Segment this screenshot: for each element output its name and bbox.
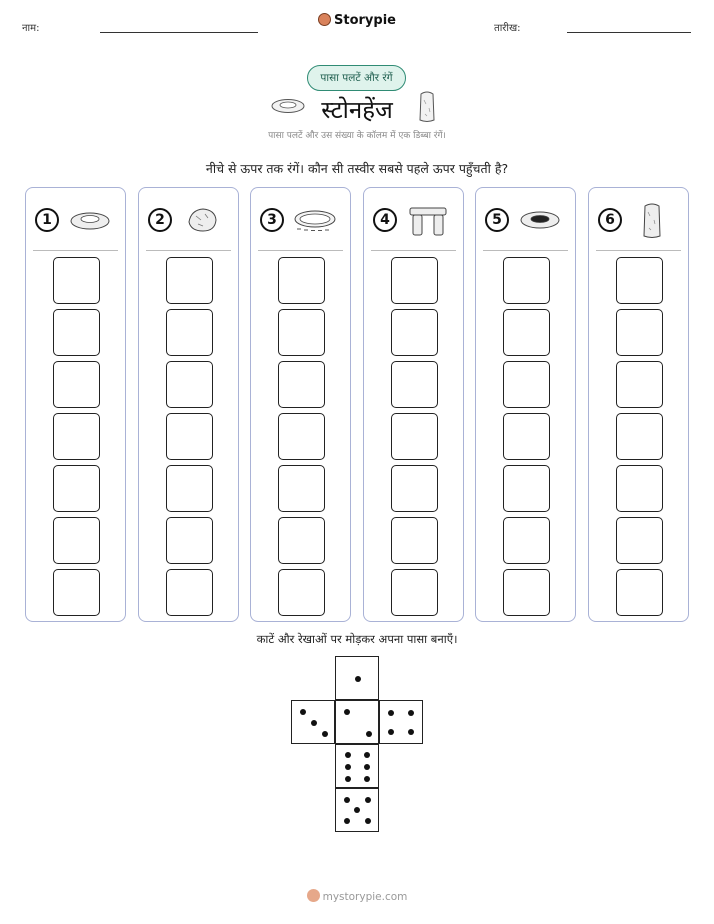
activity-badge: पासा पलटें और रंगें [307,65,406,91]
color-box[interactable] [391,465,438,512]
column-2 [138,187,239,622]
color-box[interactable] [278,413,325,460]
name-line[interactable] [100,32,258,33]
color-box[interactable] [503,569,550,616]
color-box[interactable] [503,257,550,304]
color-box[interactable] [391,517,438,564]
column-1 [25,187,126,622]
owl-icon [307,889,320,902]
dice-instruction: काटें और रेखाओं पर मोड़कर अपना पासा बनाएँ। [256,632,458,646]
pip [344,818,350,824]
color-box[interactable] [53,309,100,356]
color-box[interactable] [616,569,663,616]
pip [322,731,328,737]
page-subtitle: पासा पलटें और उस संख्या के कॉलम में एक डिब्बा रंगें। [268,131,446,141]
stone-circle-icon [293,202,337,238]
color-box[interactable] [166,569,213,616]
standing-stone-icon [631,202,675,238]
pip [366,731,372,737]
color-box[interactable] [616,413,663,460]
color-box[interactable] [616,309,663,356]
pip [355,676,361,682]
color-box[interactable] [53,517,100,564]
pip [364,764,370,770]
color-box[interactable] [503,413,550,460]
pip [354,807,360,813]
column-number: 5 [485,208,509,232]
color-box[interactable] [616,465,663,512]
column-divider [33,250,118,251]
page-title: स्टोनहेंज [321,96,393,124]
column-divider [596,250,681,251]
color-box[interactable] [503,465,550,512]
brand-logo [0,13,714,28]
column-3 [250,187,351,622]
color-box[interactable] [53,413,100,460]
owl-icon [318,13,331,26]
footer [0,889,714,903]
column-divider [146,250,231,251]
color-box[interactable] [166,257,213,304]
dice-face-4 [379,700,423,744]
pip [408,710,414,716]
color-box[interactable] [503,517,550,564]
color-box[interactable] [391,257,438,304]
column-divider [258,250,343,251]
color-box[interactable] [166,309,213,356]
color-box[interactable] [166,517,213,564]
footer-url[interactable]: mystorypie.com [322,891,408,903]
boulder-icon [181,202,225,238]
pip [311,720,317,726]
pip [364,752,370,758]
dice-face-3 [291,700,335,744]
color-box[interactable] [166,413,213,460]
color-box[interactable] [278,361,325,408]
color-box[interactable] [278,465,325,512]
brand-name: Storypie [334,13,396,28]
column-4 [363,187,464,622]
pip [300,709,306,715]
standing-stone-title-icon [417,90,437,124]
dice-face-1 [335,656,379,700]
instruction-text: नीचे से ऊपर तक रंगें। कौन सी तस्वीर सबसे पहले ऊपर पहुँचती है? [205,161,509,176]
date-line[interactable] [567,32,691,33]
color-box[interactable] [616,257,663,304]
pip [344,797,350,803]
column-divider [483,250,568,251]
color-box[interactable] [53,569,100,616]
column-divider [371,250,456,251]
color-box[interactable] [391,361,438,408]
pip [345,752,351,758]
pip [365,818,371,824]
dice-face-2 [335,700,379,744]
column-6 [588,187,689,622]
pip [365,797,371,803]
pit-ring-icon [518,202,562,238]
column-number: 6 [598,208,622,232]
color-box[interactable] [503,361,550,408]
column-5 [475,187,576,622]
column-number: 4 [373,208,397,232]
color-box[interactable] [53,361,100,408]
column-number: 1 [35,208,59,232]
color-box[interactable] [278,309,325,356]
dice-face-6 [335,744,379,788]
color-box[interactable] [166,361,213,408]
pip [388,729,394,735]
pip [344,709,350,715]
color-box[interactable] [166,465,213,512]
color-box[interactable] [391,413,438,460]
color-box[interactable] [616,361,663,408]
column-number: 3 [260,208,284,232]
trilithon-icon [406,202,450,238]
color-box[interactable] [616,517,663,564]
dice-face-5 [335,788,379,832]
pip [364,776,370,782]
pip [388,710,394,716]
pip [408,729,414,735]
pip [345,764,351,770]
color-box[interactable] [391,569,438,616]
color-box[interactable] [53,465,100,512]
color-box[interactable] [278,517,325,564]
color-box[interactable] [503,309,550,356]
color-box[interactable] [278,569,325,616]
name-label: नाम: [22,23,40,34]
column-number: 2 [148,208,172,232]
color-box[interactable] [278,257,325,304]
color-box[interactable] [391,309,438,356]
stone-ring-icon [68,202,112,238]
pip [345,776,351,782]
date-label: तारीख: [494,23,521,34]
color-box[interactable] [53,257,100,304]
